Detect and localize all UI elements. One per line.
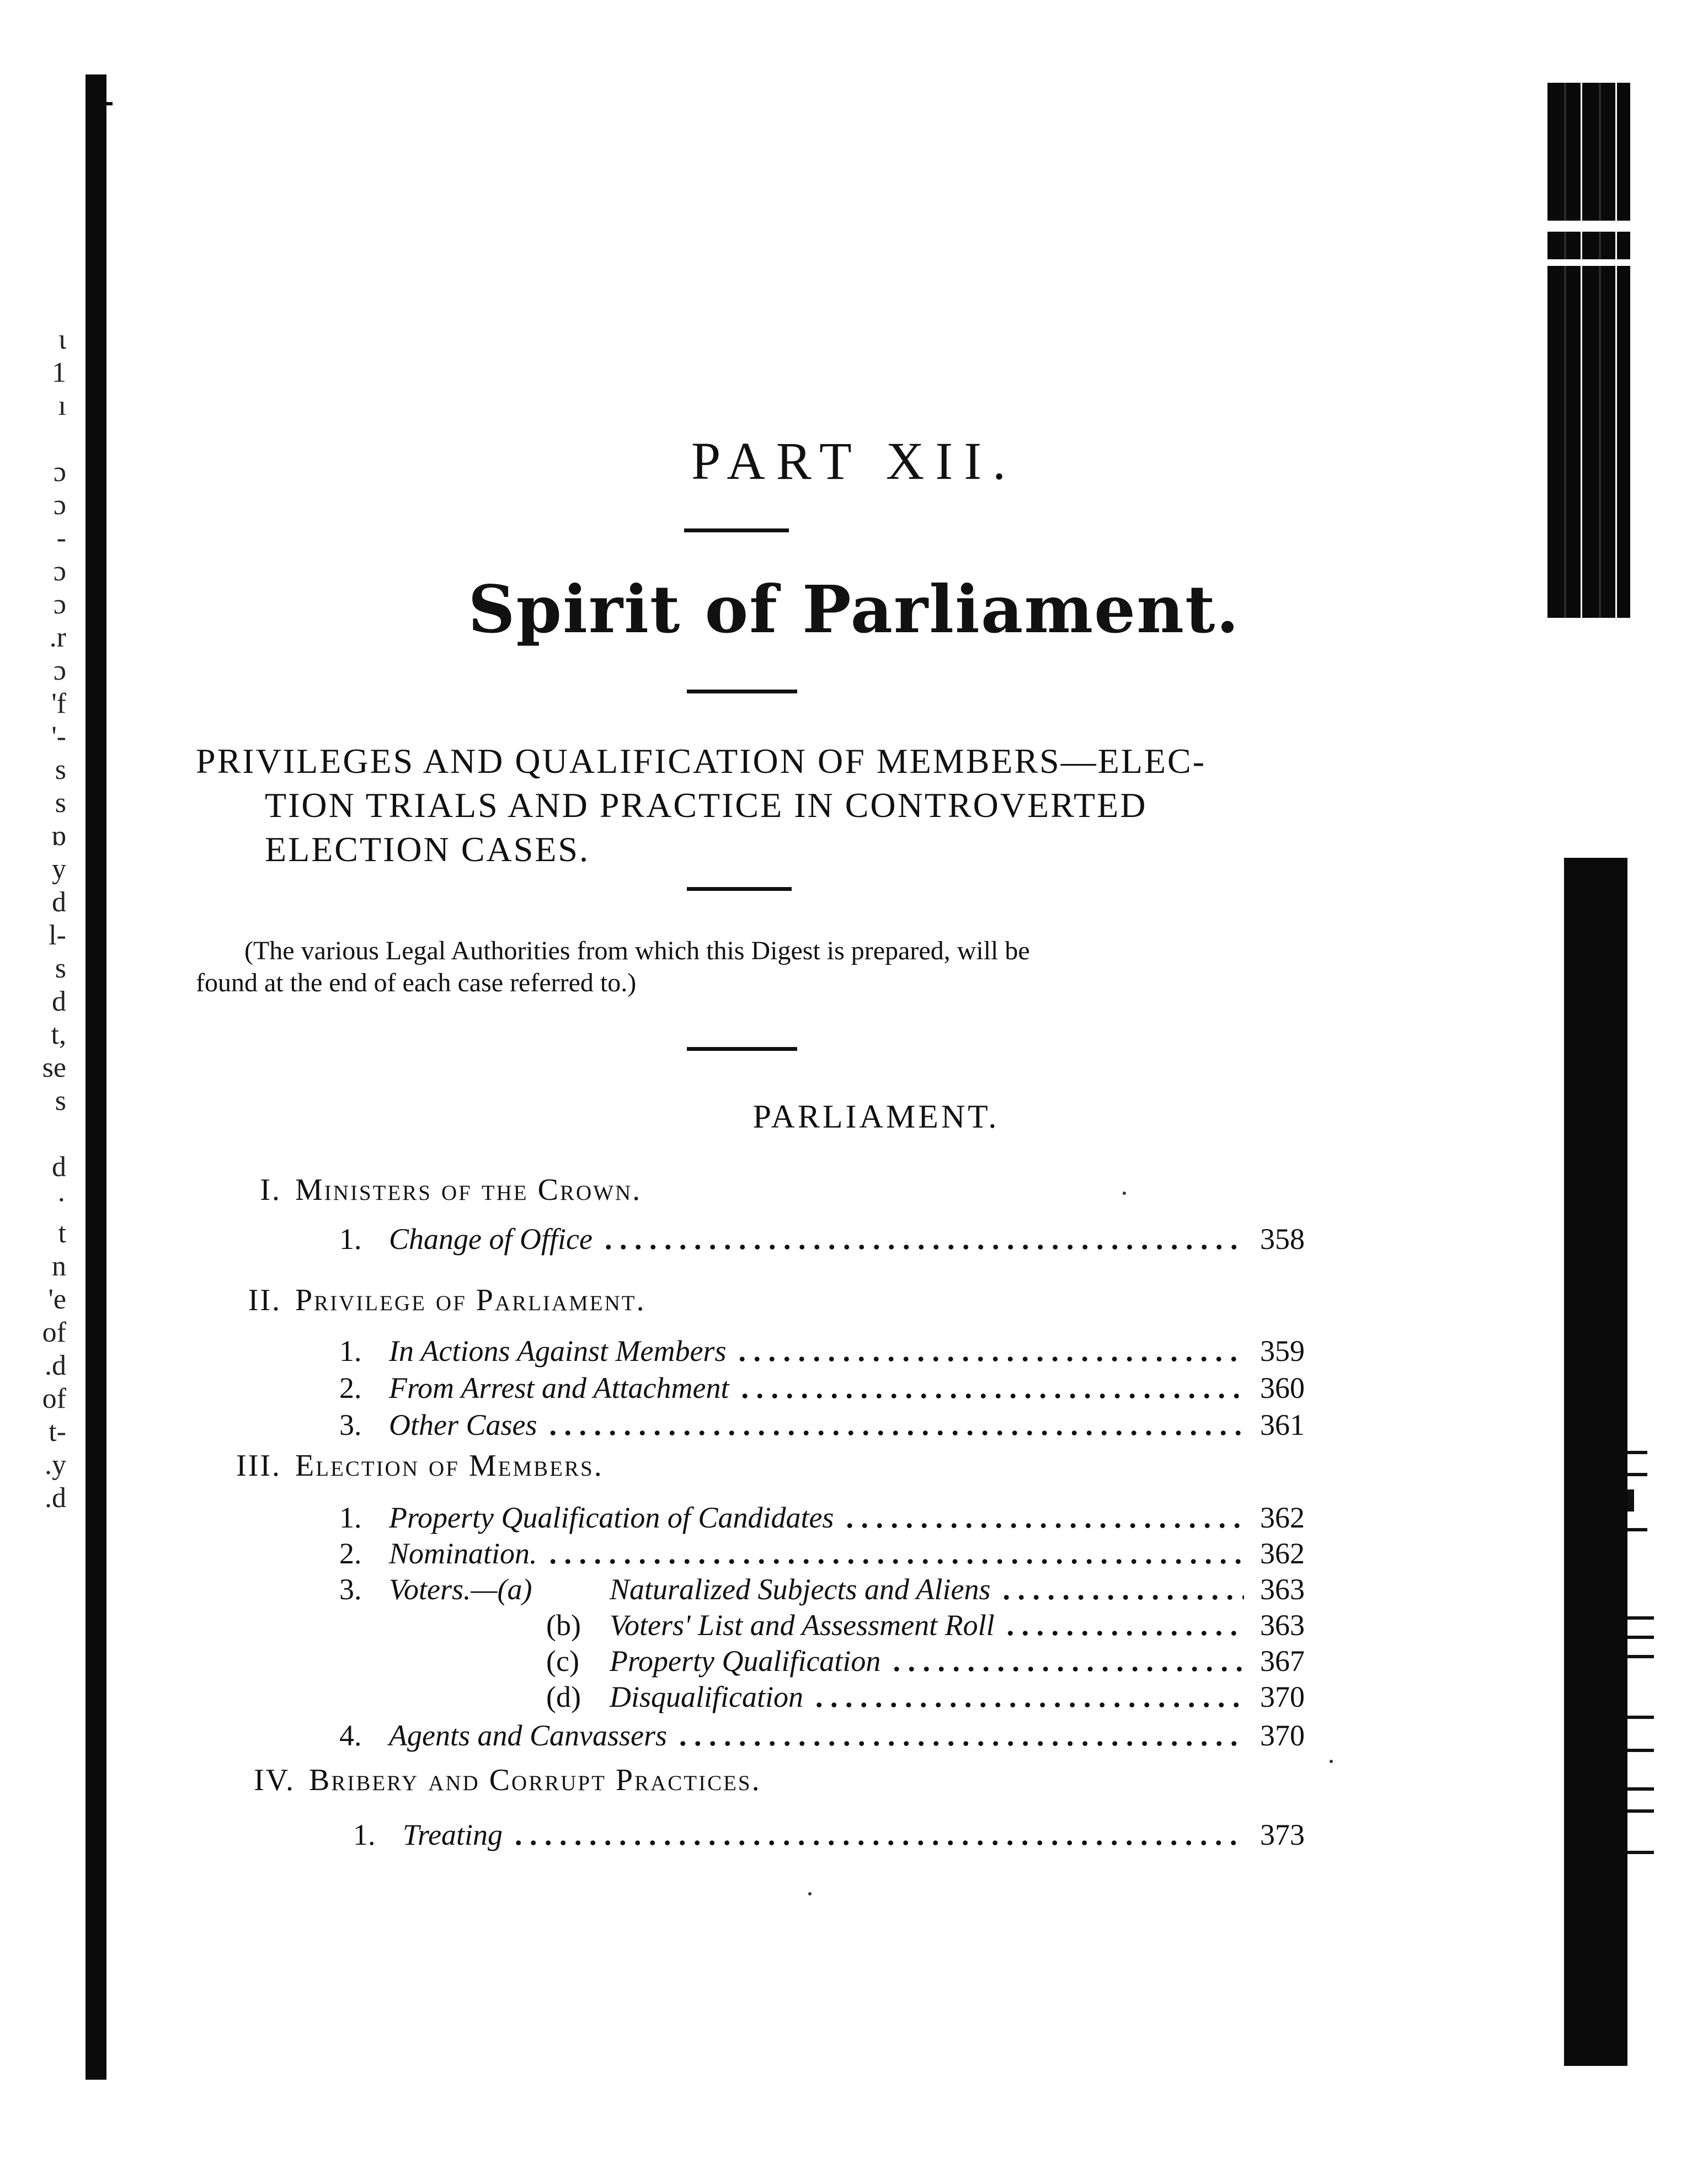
dot-leader [605, 1222, 1244, 1256]
part-title: PART XII. [691, 431, 1017, 490]
note-line: (The various Legal Authorities from which this Digest is prepared, will be [244, 936, 1030, 965]
margin-fragment: s [55, 953, 66, 984]
chapter-number: III. [236, 1449, 281, 1483]
entry-page: 370 [1260, 1719, 1305, 1752]
entry-prefix: (d) [546, 1680, 581, 1713]
chapter-number: II. [248, 1283, 281, 1317]
margin-fragment: ɔ [53, 489, 66, 521]
entry-page: 363 [1260, 1609, 1305, 1642]
subject-line: ELECTION CASES. [265, 830, 590, 869]
dot-leader [893, 1644, 1244, 1678]
chapter-title: Bribery and Corrupt Practices. [309, 1763, 761, 1797]
margin-fragment: ɔ [53, 556, 66, 587]
margin-fragment: 'e [48, 1284, 66, 1315]
subject-line: TION TRIALS AND PRACTICE IN CONTROVERTED [265, 786, 1147, 825]
margin-fragment: y [52, 853, 66, 885]
dot-leader [738, 1334, 1244, 1368]
dot-leader [515, 1818, 1244, 1852]
entry-number: 1. [339, 1334, 362, 1368]
entry-number: 1. [339, 1501, 362, 1534]
entry-page: 362 [1260, 1537, 1305, 1570]
entry-label: Property Qualification [610, 1644, 881, 1678]
entry-label: Nomination. [389, 1537, 537, 1570]
entry-label: Agents and Canvassers [389, 1719, 667, 1752]
dot-leader [815, 1680, 1244, 1714]
margin-fragment: .d [45, 1482, 66, 1514]
margin-fragment: t, [51, 1019, 66, 1050]
entry-page: 358 [1260, 1222, 1305, 1256]
margin-fragment: s [55, 754, 66, 786]
chapter-title: Ministers of the Crown. [295, 1173, 642, 1207]
chapter-heading [295, 1448, 604, 1483]
entry-page: 363 [1260, 1573, 1305, 1606]
margin-fragment: .r [49, 622, 66, 653]
chapter-heading [295, 1172, 642, 1208]
gothic-title: Spirit of Parliament. [468, 571, 1240, 648]
margin-fragment: 1 [52, 357, 66, 388]
entry-number: 2. [339, 1537, 362, 1570]
entry-label: Disqualification [610, 1680, 803, 1713]
entry-label: In Actions Against Members [389, 1334, 727, 1368]
dot-leader [1007, 1608, 1244, 1642]
entry-page: 359 [1260, 1334, 1305, 1368]
entry-number: 3. [339, 1408, 362, 1441]
entry-number: 1. [353, 1818, 376, 1851]
subject-line: PRIVILEGES AND QUALIFICATION OF MEMBERS—ELEC- [196, 741, 1207, 781]
dot-leader [679, 1718, 1244, 1753]
entry-label: Voters' List and Assessment Roll [610, 1609, 995, 1642]
entry-prefix: Voters.—(a) [389, 1573, 532, 1606]
chapter-title: Privilege of Parliament. [295, 1283, 646, 1317]
margin-fragment: d [52, 986, 66, 1017]
margin-fragment: of [42, 1383, 66, 1414]
margin-fragment: l- [49, 920, 66, 951]
section-title: PARLIAMENT. [752, 1098, 1000, 1135]
entry-page: 373 [1260, 1818, 1305, 1851]
chapter-heading [309, 1763, 761, 1798]
margin-fragment: - [56, 522, 66, 554]
entry-label: Naturalized Subjects and Aliens [610, 1573, 991, 1606]
chapter-heading [295, 1283, 646, 1318]
dot-leader [549, 1536, 1244, 1571]
entry-page: 370 [1260, 1680, 1305, 1713]
entry-prefix: (c) [546, 1644, 579, 1678]
dot-leader [1002, 1572, 1244, 1606]
dot-leader [846, 1500, 1244, 1535]
margin-fragment: '- [51, 721, 66, 752]
dot-leader [549, 1408, 1245, 1442]
margin-fragment: ɔ [53, 456, 66, 488]
entry-number: 4. [339, 1719, 362, 1752]
entry-label: Change of Office [389, 1222, 593, 1256]
margin-fragment: t- [49, 1416, 66, 1448]
margin-fragment: · [56, 1184, 66, 1216]
margin-fragment: se [42, 1052, 66, 1083]
chapter-title: Election of Members. [295, 1449, 604, 1483]
entry-page: 362 [1260, 1501, 1305, 1534]
margin-fragment: d [52, 1151, 66, 1183]
margin-fragment: s [55, 787, 66, 819]
margin-fragment: d [52, 886, 66, 918]
margin-fragment: t [58, 1217, 66, 1249]
margin-fragment: ı [58, 390, 66, 421]
entry-number: 1. [339, 1222, 362, 1256]
margin-fragment: .y [45, 1449, 66, 1481]
margin-fragment: ɒ [51, 820, 66, 852]
margin-fragment: .d [45, 1350, 66, 1381]
margin-fragment: s [55, 1085, 66, 1117]
margin-fragment: ɔ [53, 655, 66, 686]
chapter-number: IV. [254, 1763, 295, 1797]
entry-label: From Arrest and Attachment [389, 1371, 729, 1404]
entry-number: 3. [339, 1573, 362, 1606]
entry-number: 2. [339, 1371, 362, 1404]
margin-fragment: of [42, 1317, 66, 1348]
margin-fragment: ɔ [53, 589, 66, 620]
entry-label: Property Qualification of Candidates [389, 1501, 834, 1534]
margin-fragment: 'f [51, 688, 66, 719]
chapter-number: I. [260, 1173, 281, 1207]
entry-label: Other Cases [389, 1408, 537, 1441]
entry-page: 367 [1260, 1644, 1305, 1678]
margin-fragment: ɩ [58, 324, 66, 355]
entry-prefix: (b) [546, 1609, 581, 1642]
entry-label: Treating [403, 1818, 503, 1851]
note-line: found at the end of each case referred to.) [196, 968, 637, 997]
dot-leader [741, 1371, 1244, 1405]
margin-fragment: n [52, 1251, 66, 1282]
entry-page: 361 [1260, 1408, 1305, 1441]
entry-page: 360 [1260, 1371, 1305, 1404]
